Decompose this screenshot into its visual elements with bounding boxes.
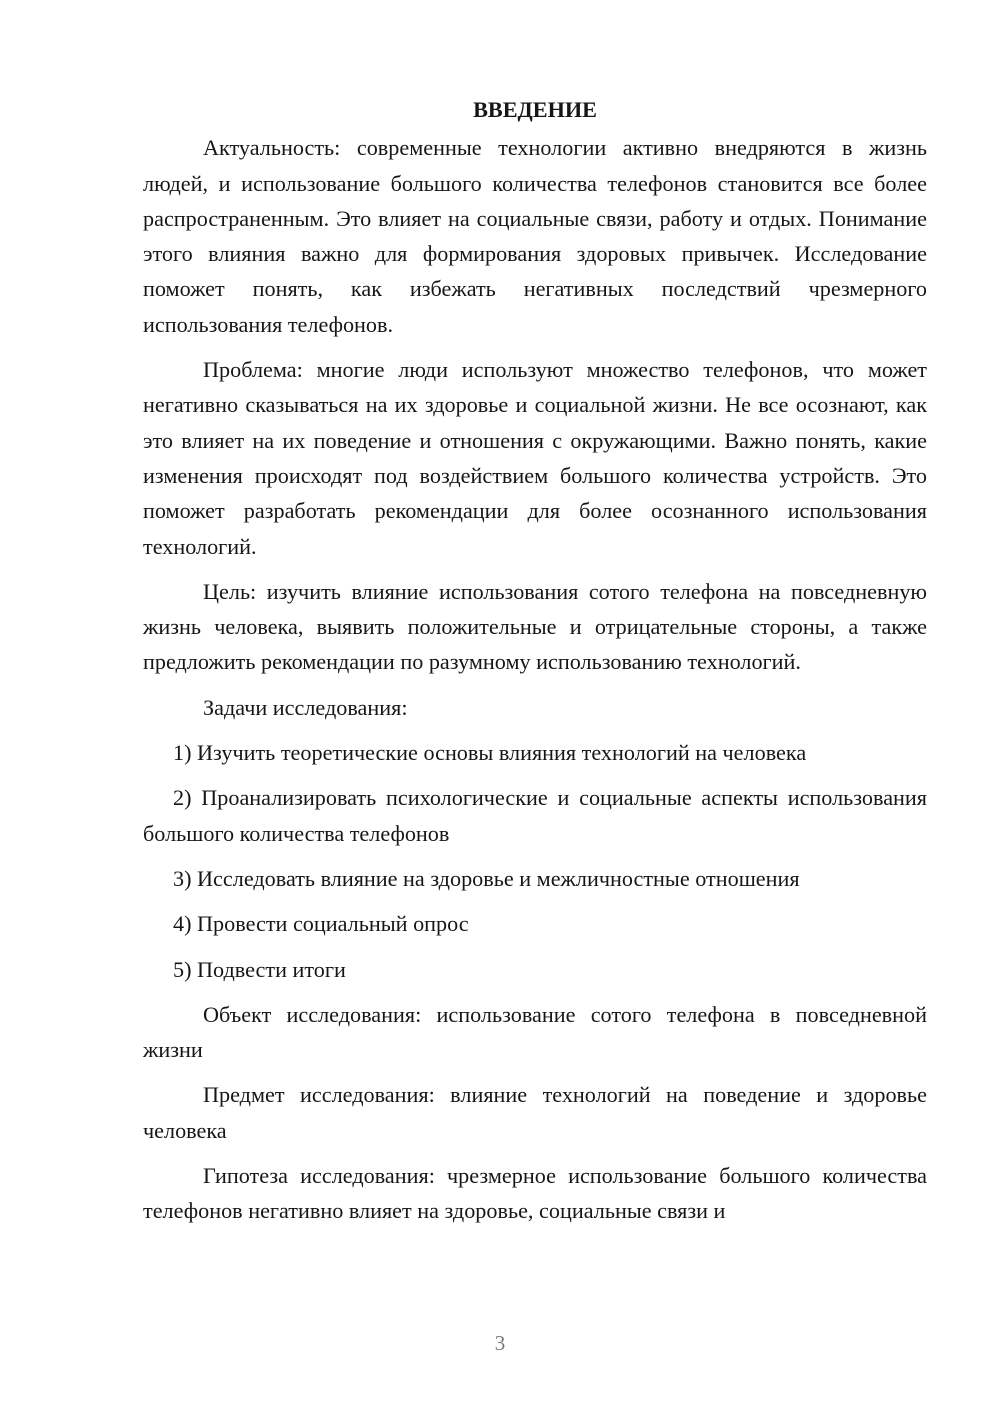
task-item: 3) Исследовать влияние на здоровье и межличностные отношения	[173, 865, 800, 891]
page-content	[143, 92, 927, 1239]
paragraph-problem: Проблема: многие люди используют множество телефонов, что может негативно сказываться на их здоровье и социальной жизни. Не все осознают, как это влияет на их поведение и отношения с окружающими. Важно понять, какие изменения происходят под воздействием большого количества устройств. Это поможет разработать рекомендации для более осознанного использования технологий.	[143, 357, 927, 559]
paragraph-hypothesis: Гипотеза исследования: чрезмерное использование большого количества телефонов негативно влияет на здоровье, социальные связи и	[143, 1163, 927, 1224]
paragraph-subject: Предмет исследования: влияние технологий на поведение и здоровье человека	[143, 1082, 927, 1143]
task-item: 2) Проанализировать психологические и социальные аспекты использования большого количества телефонов	[143, 785, 927, 846]
paragraph-object: Объект исследования: использование сотого телефона в повседневной жизни	[143, 1001, 927, 1063]
page-number: 3	[494, 1331, 506, 1355]
task-item: 4) Провести социальный опрос	[173, 911, 469, 937]
tasks-heading: Задачи исследования:	[203, 694, 408, 720]
paragraph-relevance: Актуальность: современные технологии активно внедряются в жизнь людей, и использование большого количества телефонов становится все более распространенным. Это влияет на социальные связи, работу и отдых. Понимание этого влияния важно для формирования здоровых привычек. Исследование поможет понять, как избежать негативных последствий чрезмерного использования телефонов.	[143, 135, 927, 337]
section-title: ВВЕДЕНИЕ	[473, 97, 597, 122]
paragraph-goal: Цель: изучить влияние использования сотого телефона на повседневную жизнь человека, выявить положительные и отрицательные стороны, а также предложить рекомендации по разумному использованию технологий.	[143, 578, 927, 675]
task-item: 5) Подвести итоги	[173, 956, 346, 982]
task-item: 1) Изучить теоретические основы влияния технологий на человека	[173, 740, 807, 766]
